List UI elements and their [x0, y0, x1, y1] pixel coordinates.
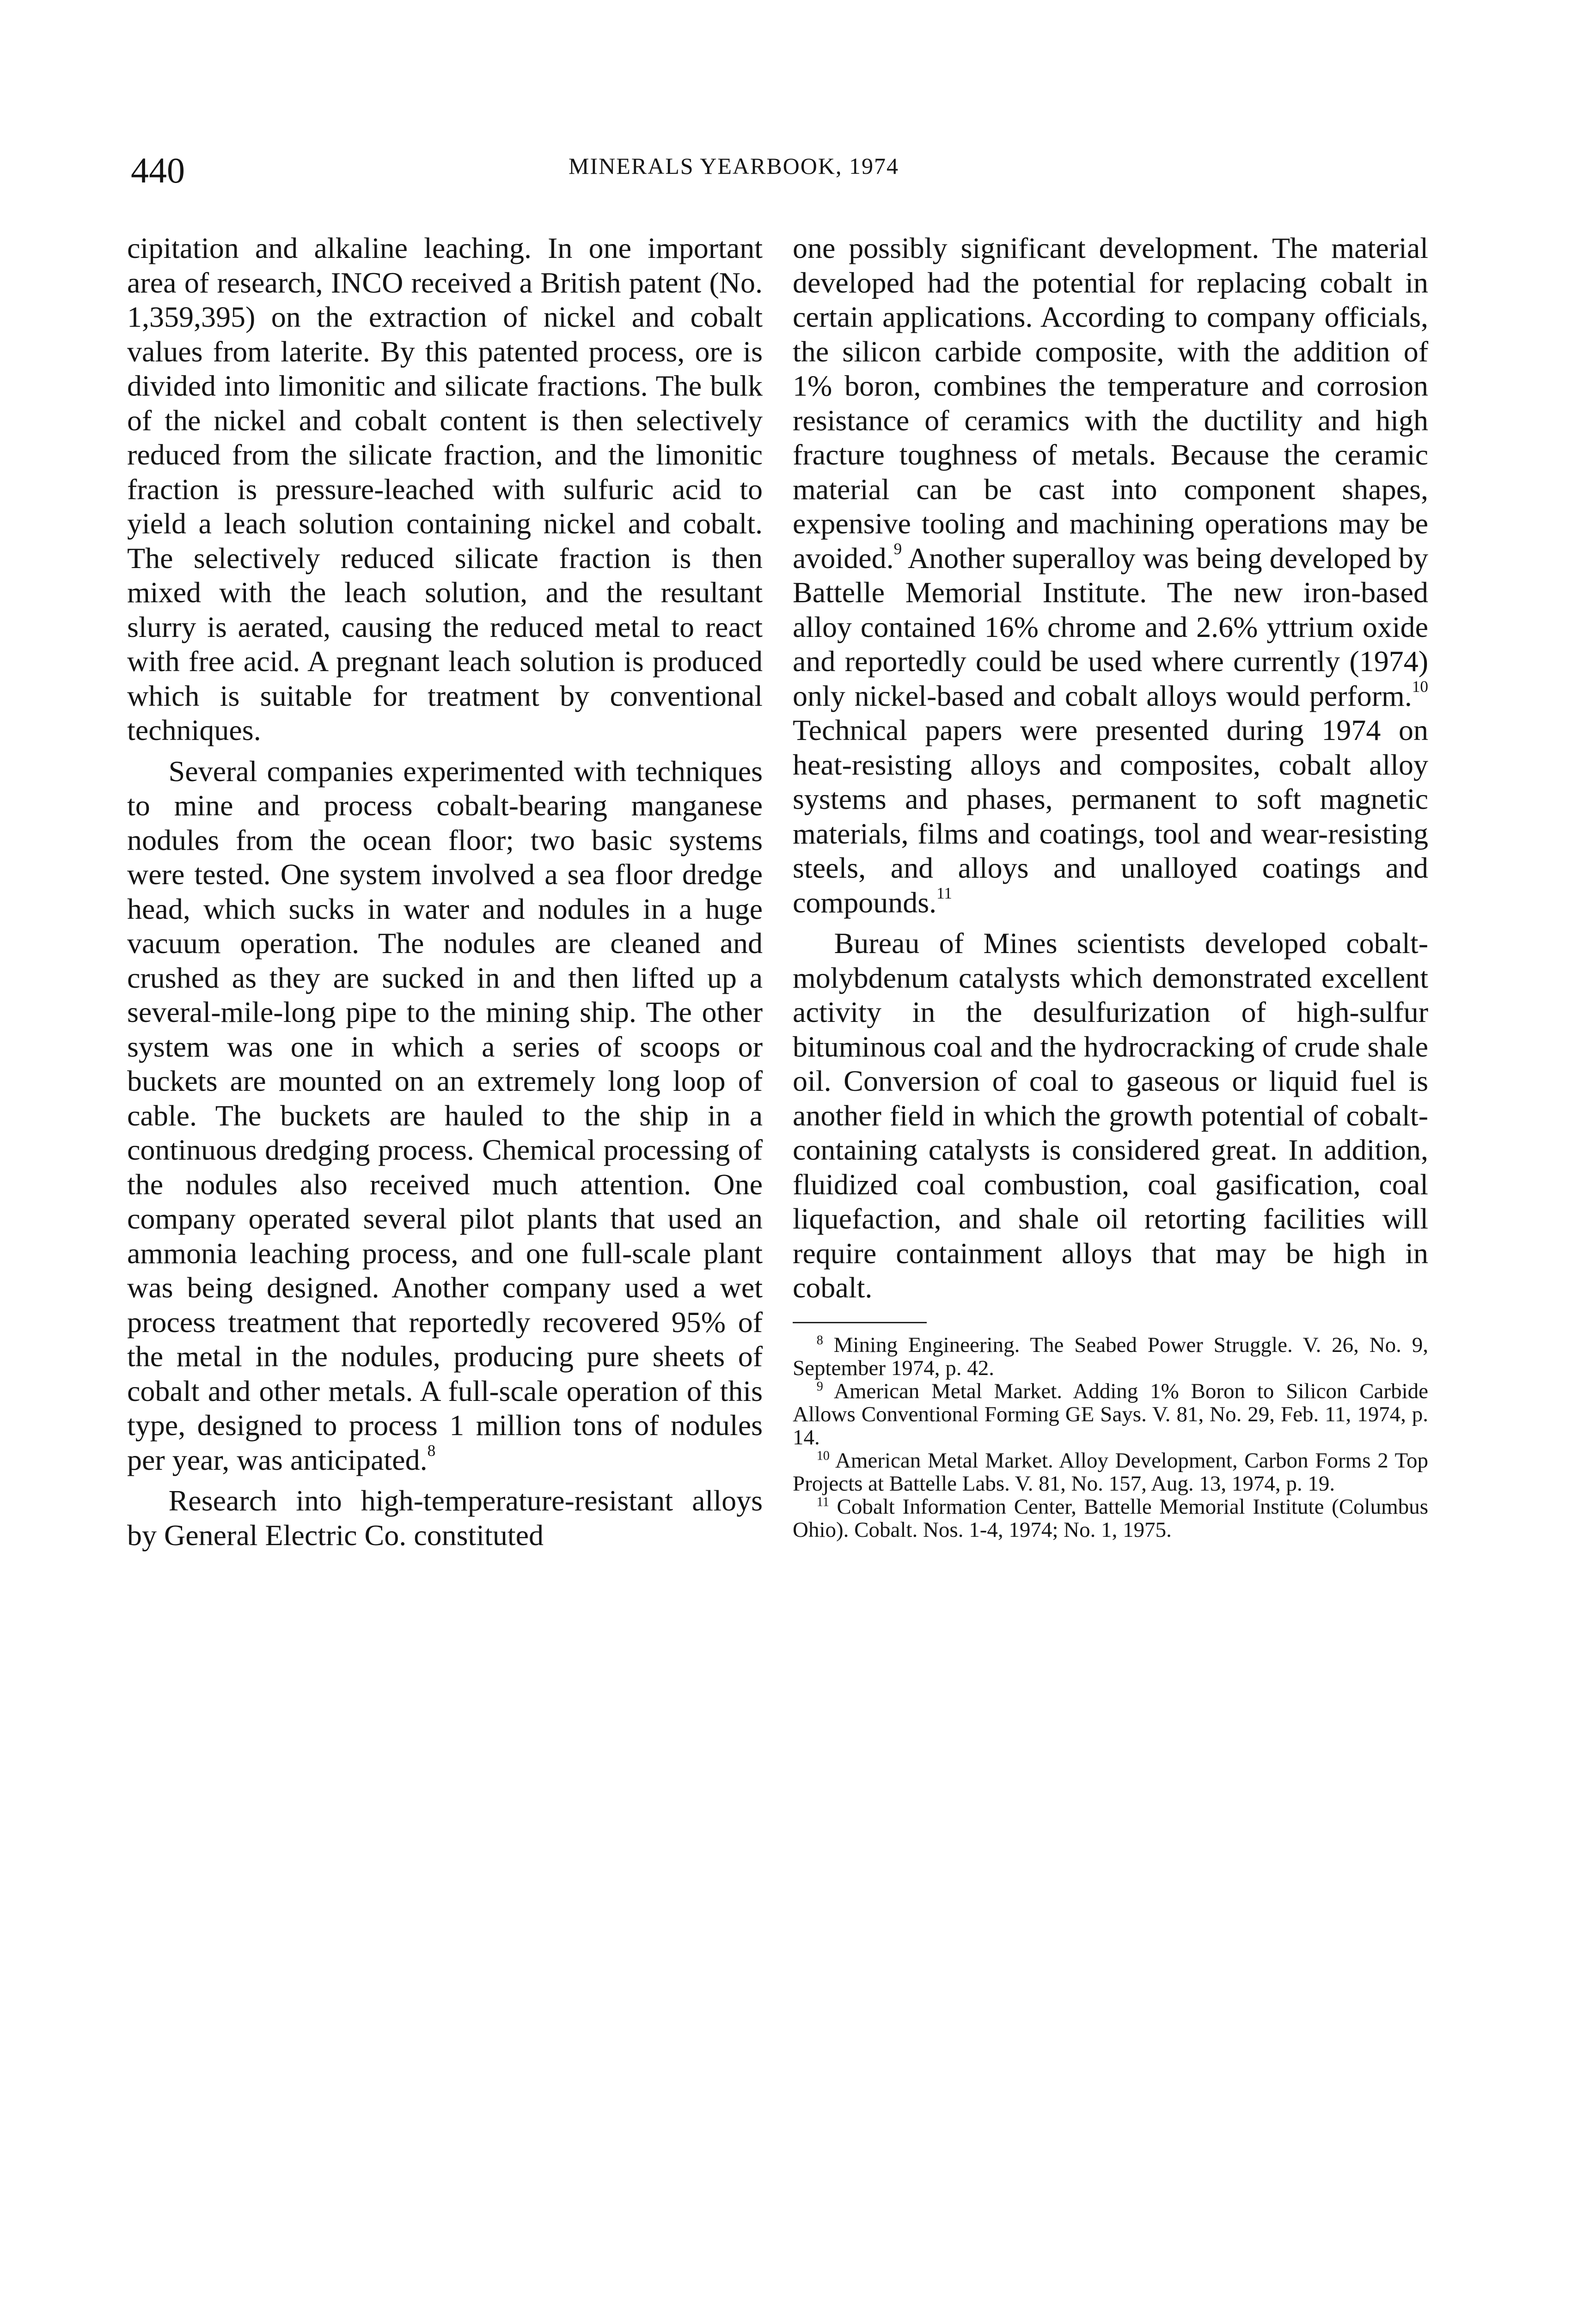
- footnote-8: [793, 1333, 1428, 1380]
- paragraph-bureau-of-mines-catalysts: Bureau of Mines scientists developed cobalt-molybdenum catalysts which demonstrated excellent activity in the desulfurization of high-sulfur bituminous coal and the hydrocracking of crude shale oil. Conversion of coal to gaseous or liquid fuel is another field in which the growth potential of cobalt-containing catalysts is considered great. In addition, fluidized coal combustion, coal gasification, coal liquefaction, and shale oil retorting facilities will require containment alloys that may be high in cobalt.: [793, 927, 1428, 1304]
- paragraph-nickel-cobalt-laterite: cipitation and alkaline leaching. In one important area of research, INCO received a British patent (No. 1,359,395) on the extraction of nickel and cobalt values from laterite. By this patented process, ore is divided into limonitic and silicate fractions. The bulk of the nickel and cobalt content is then selectively reduced from the silicate fraction, and the limonitic fraction is pressure-leached with sulfuric acid to yield a leach solution containing nickel and cobalt. The selectively reduced silicate fraction is then mixed with the leach solution, and the resultant slurry is aerated, causing the reduced metal to react with free acid. A pregnant leach solution is produced which is suitable for treatment by conventional techniques.: [127, 232, 763, 746]
- paragraph-high-temperature-alloys: Research into high-temperature-resistant alloys by General Electric Co. constituted: [127, 1484, 763, 1552]
- footnote-mark: 11: [816, 1494, 829, 1509]
- footnote-mark: 10: [816, 1448, 830, 1463]
- paragraph-text: Technical papers were presented during 1974 on heat-resisting alloys and composites, cobalt alloy systems and phases, permanent to soft magnetic materials, films and coatings, tool and wear-resisting steels, and alloys and unalloyed coatings and compounds.: [793, 714, 1428, 919]
- paragraph-text: one possibly significant development. The material developed had the potential for replacing cobalt in certain applications. According to company officials, the silicon carbide composite, with the addition of 1% boron, combines the temperature and corrosion resistance of ceramics with the ductility and high fracture toughness of metals. Because the ceramic material can be cast into component shapes, expensive tooling and machining operations may be avoided.: [793, 232, 1428, 575]
- footnote-reference-8: 8: [427, 1442, 436, 1460]
- paragraph-text: Several companies experimented with techniques to mine and process cobalt-bearing manganese nodules from the ocean floor; two basic systems were tested. One system involved a sea floor dredge head, which sucks in water and nodules in a huge vacuum operation. The nodules are cleaned and crushed as they are sucked in and then lifted up a several-mile-long pipe to the mining ship. The other system was one in which a series of scoops or buckets are mounted on an extremely long loop of cable. The buckets are hauled to the ship in a continuous dredging process. Chemical processing of the nodules also received much attention. One company operated several pilot plants that used an ammonia leaching process, and one full-scale plant was being designed. Another company used a wet process treatment that reportedly recovered 95% of the metal in the nodules, producing pure sheets of cobalt and other metals. A full-scale operation of this type, designed to process 1 million tons of nodules per year, was anticipated.: [127, 754, 763, 1476]
- footnote-text: Mining Engineering. The Seabed Power Struggle. V. 26, No. 9, September 1974, p. 42.: [793, 1333, 1429, 1380]
- paragraph-silicon-carbide-superalloy: [793, 231, 1428, 920]
- running-head: MINERALS YEARBOOK, 1974: [569, 153, 899, 179]
- footnote-separator: [793, 1322, 927, 1323]
- footnote-mark: 9: [816, 1379, 823, 1394]
- right-column: [793, 231, 1428, 1541]
- paragraph-text: Another superalloy was being developed by Battelle Memorial Institute. The new iron-based alloy contained 16% chrome and 2.6% yttrium oxide and reportedly could be used where currently (1974) only nickel-based and cobalt alloys would perform.: [793, 541, 1428, 712]
- footnote-text: American Metal Market. Alloy Development, Carbon Forms 2 Top Projects at Battelle Labs. V. 81, No. 157, Aug. 13, 1974, p. 19.: [793, 1448, 1428, 1496]
- footnote-reference-10: 10: [1412, 678, 1428, 696]
- footnote-text: American Metal Market. Adding 1% Boron to Silicon Carbide Allows Conventional Forming GE Says. V. 81, No. 29, Feb. 11, 1974, p. 14.: [793, 1379, 1428, 1449]
- footnote-text: Cobalt Information Center, Battelle Memorial Institute (Columbus Ohio). Cobalt. Nos. 1-4, 1974; No. 1, 1975.: [793, 1494, 1429, 1542]
- footnote-10: [793, 1449, 1428, 1495]
- footnote-mark: 8: [816, 1333, 823, 1347]
- footnote-11: [793, 1495, 1428, 1541]
- footnote-reference-9: 9: [893, 540, 902, 558]
- footnote-reference-11: 11: [936, 884, 952, 903]
- paragraph-manganese-nodules: [127, 754, 763, 1478]
- footnote-9: [793, 1380, 1428, 1449]
- page-number: 440: [131, 150, 185, 190]
- left-column: [127, 231, 763, 1553]
